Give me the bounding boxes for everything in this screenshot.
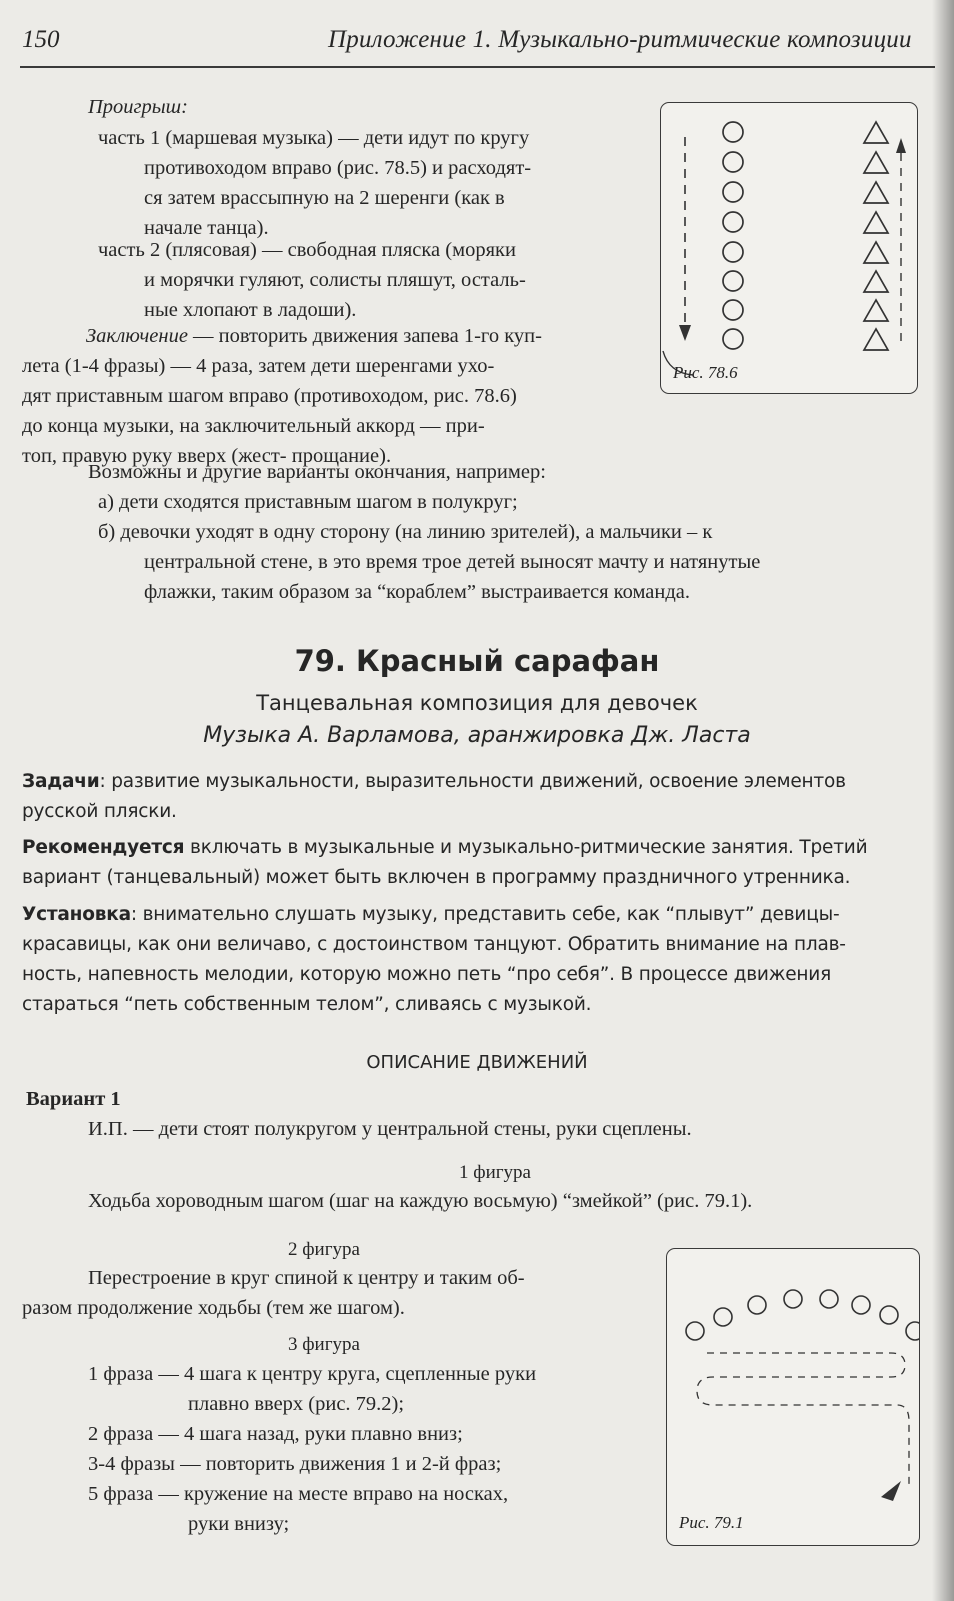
triangle-icon: [864, 242, 888, 263]
variant1-label: Вариант 1: [26, 1088, 121, 1110]
arrow-up-icon: [896, 138, 906, 153]
variant-a: а) дети сходятся приставным шагом в полукруг;: [98, 491, 518, 513]
fig2-line: разом продолжение ходьбы (тем же шагом).: [22, 1297, 405, 1319]
circle-row: [723, 122, 743, 349]
fig3-item: 2 фраза — 4 шага назад, руки плавно вниз;: [88, 1423, 463, 1445]
page-number: 150: [22, 26, 60, 53]
ip-text: И.П. — дети стоят полукругом у центральной стены, руки сцеплены.: [88, 1118, 692, 1140]
recommended-block: [22, 833, 867, 893]
variant-b-line: флажки, таким образом за “кораблем” выстраивается команда.: [144, 581, 691, 603]
figure-caption: Рис. 79.1: [679, 1513, 744, 1532]
fig3-item: руки внизу;: [188, 1513, 290, 1535]
running-title: Приложение 1. Музыкально-ритмические композиции: [328, 26, 912, 53]
part1-line: начале танца).: [144, 217, 269, 239]
section-subtitle: Танцевальная композиция для девочек: [256, 691, 698, 715]
arrow-down-icon: [679, 325, 691, 341]
setup-line: ность, напевность мелодии, которую можно петь “про себя”. В процессе движения: [22, 964, 832, 985]
part1-block: [98, 123, 531, 243]
circle-icon: [723, 329, 743, 349]
figure-78-6: [660, 102, 918, 394]
figure-78-6-diagram: [661, 103, 917, 393]
fig2-heading: 2 фигура: [288, 1239, 360, 1260]
circle-icon: [723, 152, 743, 172]
page-edge-shadow: [932, 0, 954, 1601]
circle-icon: [723, 271, 743, 291]
tasks-block: [22, 767, 846, 827]
recommended-line: включать в музыкальные и музыкально-ритмические занятия. Третий: [184, 837, 868, 858]
fig2-block: [22, 1263, 525, 1323]
conclusion-line: до конца музыки, на заключительный аккорд — при-: [22, 415, 485, 437]
triangle-icon: [864, 182, 888, 203]
part2-block: [98, 235, 526, 325]
variants-intro: Возможны и другие варианты окончания, например:: [88, 461, 546, 483]
conclusion-block: [22, 321, 542, 471]
triangle-row: [864, 122, 888, 350]
section-title: 79. Красный сарафан: [294, 644, 660, 678]
circle-icon: [723, 300, 743, 320]
conclusion-line: дят приставным шагом вправо (противоходом, рис. 78.6): [22, 385, 517, 407]
recommended-line: вариант (танцевальный) может быть включен в программу праздничного утренника.: [22, 867, 851, 888]
setup-label: Установка: [22, 904, 131, 925]
triangle-icon: [864, 271, 888, 292]
circle-icon: [852, 1296, 870, 1314]
fig3-heading: 3 фигура: [288, 1334, 360, 1355]
part2-line: ные хлопают в ладоши).: [144, 299, 357, 321]
fig3-item: плавно вверх (рис. 79.2);: [188, 1393, 405, 1415]
triangle-icon: [864, 300, 888, 321]
circle-icon: [723, 242, 743, 262]
conclusion-line: — повторить движения запева 1-го куп-: [187, 325, 542, 347]
tasks-label: Задачи: [22, 771, 100, 792]
circle-icon: [723, 122, 743, 142]
triangle-icon: [864, 329, 888, 350]
setup-block: [22, 900, 846, 1020]
circle-arc: [686, 1290, 919, 1340]
circle-icon: [906, 1322, 919, 1340]
fig1-text: Ходьба хороводным шагом (шаг на каждую восьмую) “змейкой” (рис. 79.1).: [88, 1190, 753, 1212]
fig3-item: 1 фраза — 4 шага к центру круга, сцепленные руки: [88, 1363, 537, 1385]
circle-icon: [686, 1322, 704, 1340]
header-rule: [20, 66, 935, 68]
arrow-icon: [881, 1481, 901, 1501]
part2-line: часть 2 (плясовая) — свободная пляска (моряки: [98, 239, 516, 261]
part2-line: и морячки гуляют, солисты пляшут, осталь-: [144, 269, 526, 291]
fig3-item: 5 фраза — кружение на месте вправо на носках,: [88, 1483, 509, 1505]
figure-caption: Рис. 78.6: [673, 363, 738, 382]
circle-icon: [784, 1290, 802, 1308]
recommended-label: Рекомендуется: [22, 837, 185, 858]
triangle-icon: [864, 152, 888, 173]
part1-line: ся затем врассыпную на 2 шеренги (как в: [144, 187, 505, 209]
snake-path: [697, 1353, 909, 1487]
variant-b-block: [98, 517, 760, 607]
circle-icon: [820, 1290, 838, 1308]
fig3-block: [88, 1359, 536, 1539]
circle-icon: [748, 1296, 766, 1314]
fig1-heading: 1 фигура: [459, 1162, 531, 1183]
part1-line: часть 1 (маршевая музыка) — дети идут по кругу: [98, 127, 530, 149]
circle-icon: [880, 1306, 898, 1324]
tasks-line: русской пляски.: [22, 801, 177, 822]
conclusion-label: Заключение: [86, 325, 188, 347]
circle-icon: [723, 182, 743, 202]
setup-line: стараться “петь собственным телом”, сливаясь с музыкой.: [22, 994, 592, 1015]
part1-line: противоходом вправо (рис. 78.5) и расходят-: [144, 157, 532, 179]
fig3-item: 3-4 фразы — повторить движения 1 и 2-й фраз;: [88, 1453, 502, 1475]
triangle-icon: [864, 212, 888, 233]
music-credit: Музыка А. Варламова, аранжировка Дж. Ласта: [203, 723, 751, 748]
tasks-line: : развитие музыкальности, выразительности движений, освоение элементов: [99, 771, 846, 792]
circle-icon: [714, 1308, 732, 1326]
proigrysh-label: Проигрыш:: [88, 96, 188, 118]
setup-line: красавицы, как они величаво, с достоинством танцуют. Обратить внимание на плав-: [22, 934, 846, 955]
variant-b-line: б) девочки уходят в одну сторону (на линию зрителей), а мальчики – к: [98, 521, 713, 543]
figure-79-1: [666, 1248, 920, 1546]
triangle-icon: [864, 122, 888, 143]
movements-heading: ОПИСАНИЕ ДВИЖЕНИЙ: [366, 1052, 588, 1073]
conclusion-line: лета (1-4 фразы) — 4 раза, затем дети шеренгами ухо-: [22, 355, 495, 377]
circle-icon: [723, 212, 743, 232]
conclusion-line: топ, правую руку вверх (жест- прощание).: [22, 445, 392, 467]
fig2-line: Перестроение в круг спиной к центру и таким об-: [88, 1267, 525, 1289]
figure-79-1-diagram: [667, 1249, 919, 1545]
variant-b-line: центральной стене, в это время трое детей выносят мачту и натянутые: [144, 551, 761, 573]
setup-line: : внимательно слушать музыку, представить себе, как “плывут” девицы-: [130, 904, 840, 925]
